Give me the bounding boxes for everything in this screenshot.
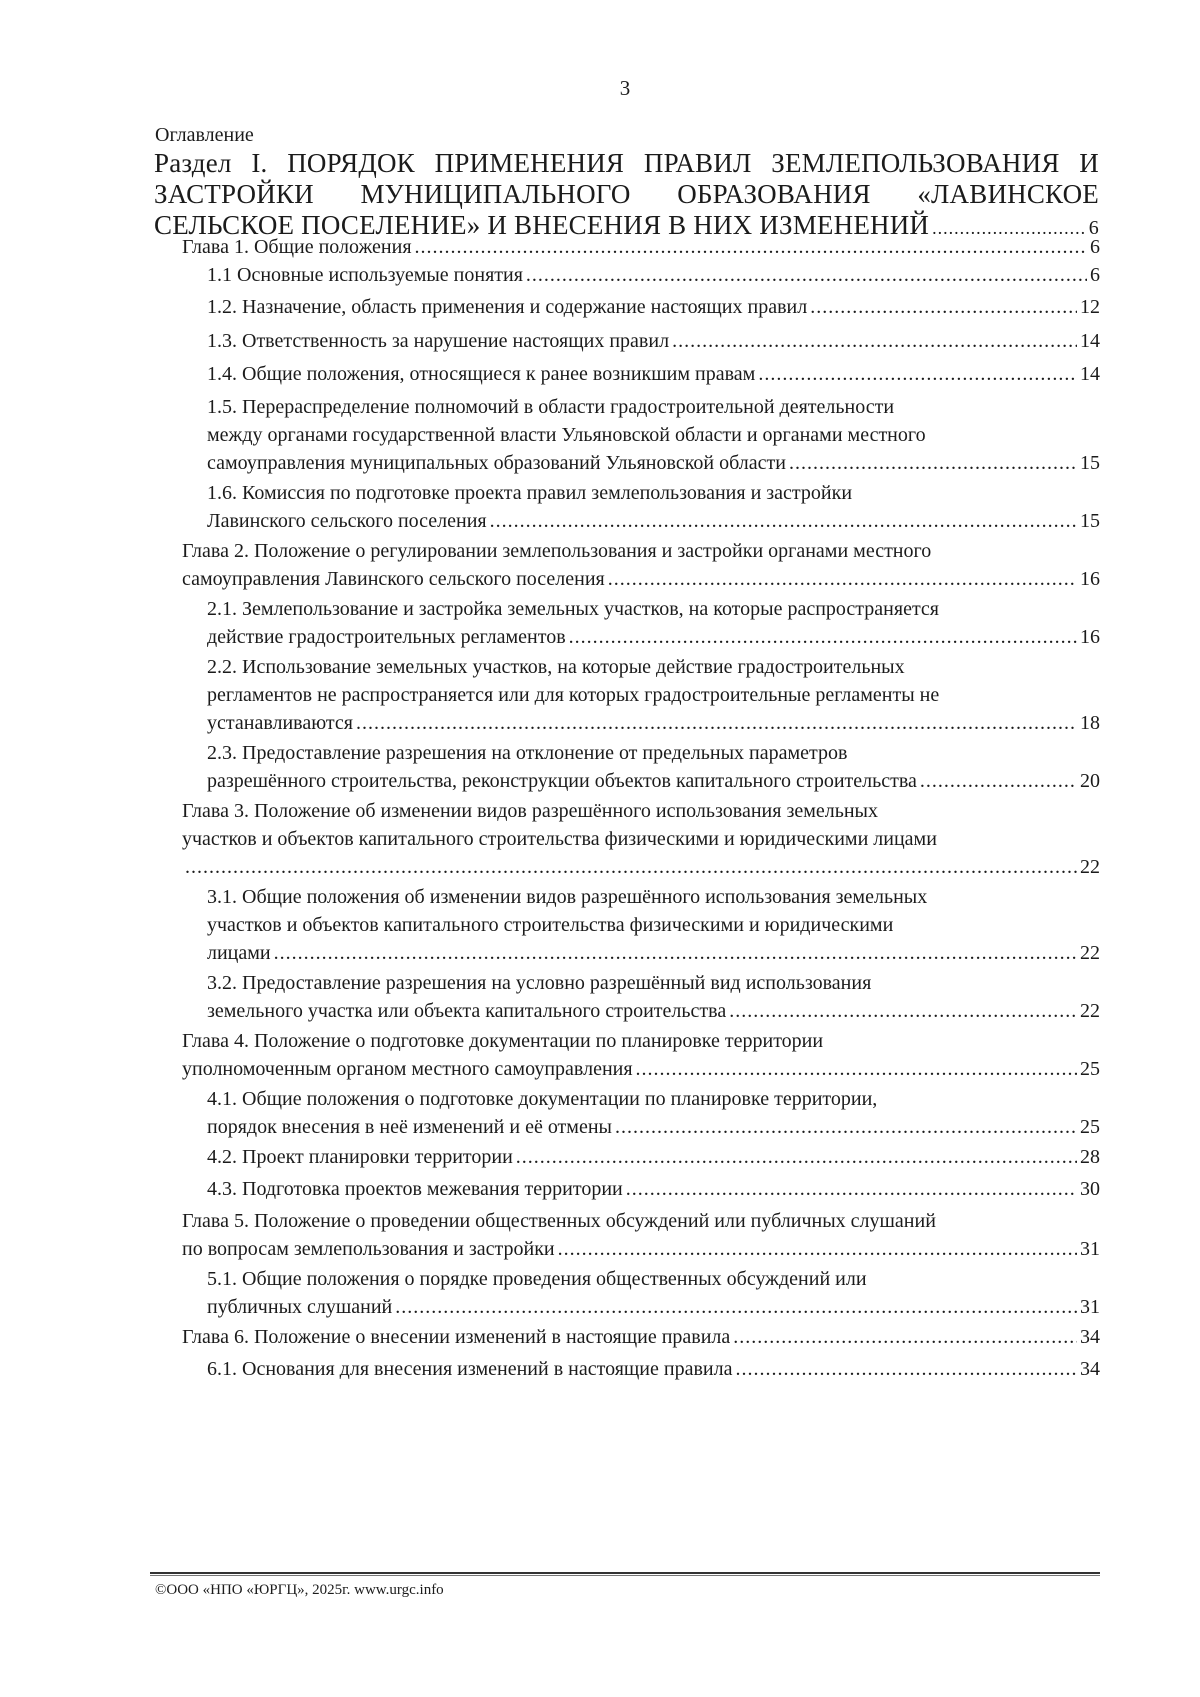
leader-dots [626,1175,1077,1203]
leader-dots [758,360,1077,388]
section-title-line: Раздел I. ПОРЯДОК ПРИМЕНЕНИЯ ПРАВИЛ ЗЕМЛЕПОЛЬЗОВАНИЯ И [154,148,1099,178]
toc-entry[interactable] [182,233,1100,261]
section-title-line: ЗАСТРОЙКИ МУНИЦИПАЛЬНОГО ОБРАЗОВАНИЯ «ЛАВИНСКОЕ [154,179,1099,209]
leader-dots [608,565,1077,593]
toc-entry-last-line [207,1293,1100,1321]
toc-entry-line: 4.3. Подготовка проектов межевания территории [207,1178,623,1200]
toc-page-number: 22 [1080,942,1100,964]
toc-entry-last-line [207,1175,1100,1203]
toc-entry[interactable] [207,293,1100,321]
toc-entry-line: участков и объектов капитального строительства физическими и юридическими лицами [182,828,937,850]
toc-page-number: 25 [1080,1058,1100,1080]
toc-page-number: 28 [1080,1146,1100,1168]
toc-entry-line: 3.1. Общие положения об изменении видов разрешённого использования земельных [207,886,928,908]
toc-entry-line: 3.2. Предоставление разрешения на условно разрешённый вид использования [207,972,872,994]
toc-page-number: 12 [1080,296,1100,318]
leader-dots [810,293,1077,321]
toc-entry-last-line [207,623,1100,651]
toc-entry-line: 6.1. Основания для внесения изменений в настоящие правила [207,1358,733,1380]
toc-page-number: 34 [1080,1358,1100,1380]
leader-dots [356,709,1077,737]
toc-entry-last-line [207,1355,1100,1383]
page-number: 3 [619,76,631,100]
toc-entry-last-line [207,449,1100,477]
toc-entry-last-line [182,853,1100,881]
section-page-number: 6 [1088,217,1099,239]
toc-entry[interactable] [207,653,1100,737]
toc-entry-line: Глава 2. Положение о регулировании землепользования и застройки органами местного [182,540,932,562]
toc-entry-last-line [207,709,1100,737]
toc-entry-last-line [207,507,1100,535]
toc-entry-line: 4.1. Общие положения о подготовке документации по планировке территории, [207,1088,878,1110]
toc-entry[interactable] [207,327,1100,355]
leader-dots [558,1235,1077,1263]
toc-entry-line: 1.6. Комиссия по подготовке проекта правил землепользования и застройки [207,482,853,504]
toc-entry-last-line [207,997,1100,1025]
toc-entry[interactable] [182,797,1100,881]
leader-dots [516,1143,1077,1171]
toc-entry[interactable] [207,1175,1100,1203]
toc-entry[interactable] [207,1085,1100,1141]
toc-entry[interactable] [182,1323,1100,1351]
toc-entry-line: разрешённого строительства, реконструкции объектов капитального строительства [207,770,917,792]
leader-dots [490,507,1077,535]
toc-page-number: 30 [1080,1178,1100,1200]
leader-dots [920,767,1077,795]
toc-entry-line: 2.2. Использование земельных участков, на которые действие градостроительных [207,656,905,678]
toc-entry-line: участков и объектов капитального строительства физическими и юридическими [207,914,894,936]
toc-entry[interactable] [182,1027,1100,1083]
toc-entry-last-line [182,1323,1100,1351]
toc-entry-last-line [182,565,1100,593]
toc-entry[interactable] [207,739,1100,795]
leader-dots [185,853,1077,881]
toc-entry-line: земельного участка или объекта капитального строительства [207,1000,727,1022]
toc-entry-last-line [207,293,1100,321]
toc-entry-line: регламентов не распространяется или для которых градостроительные регламенты не [207,684,940,706]
section-title-line: СЕЛЬСКОЕ ПОСЕЛЕНИЕ» И ВНЕСЕНИЯ В НИХ ИЗМЕНЕНИЙ [154,210,930,240]
toc-entry[interactable] [207,595,1100,651]
toc-page-number: 15 [1080,452,1100,474]
toc-page-number: 34 [1080,1326,1100,1348]
toc-entry-line: Глава 5. Положение о проведении общественных обсуждений или публичных слушаний [182,1210,936,1232]
leader-dots [615,1113,1077,1141]
toc-page-number: 31 [1080,1238,1100,1260]
toc-entry[interactable] [207,883,1100,967]
toc-entry-last-line [207,939,1100,967]
toc-entry[interactable] [207,1143,1100,1171]
toc-entry-line: 1.5. Перераспределение полномочий в области градостроительной деятельности [207,396,895,418]
toc-entry[interactable] [207,360,1100,388]
toc-entry-line: самоуправления Лавинского сельского поселения [182,568,605,590]
toc-entry-line: порядок внесения в неё изменений и её отмены [207,1116,612,1138]
toc-entry-line: устанавливаются [207,712,353,734]
toc-entry-last-line [207,327,1100,355]
toc-entry[interactable] [182,1207,1100,1263]
toc-page-number: 25 [1080,1116,1100,1138]
toc-page-number: 31 [1080,1296,1100,1318]
toc-entry-last-line [182,1055,1100,1083]
toc-page-number: 16 [1080,568,1100,590]
toc-entry-line: Глава 4. Положение о подготовке документации по планировке территории [182,1030,824,1052]
toc-entry[interactable] [207,261,1100,289]
leader-dots [415,233,1087,261]
toc-entry-line: самоуправления муниципальных образований Ульяновской области [207,452,786,474]
footer-text: ©ООО «НПО «ЮРГЦ», 2025г. www.urgc.info [155,1582,444,1598]
toc-entry-line: Глава 1. Общие положения [182,236,412,258]
leader-dots [274,939,1077,967]
leader-dots [735,1355,1077,1383]
toc-entry-line: по вопросам землепользования и застройки [182,1238,555,1260]
toc-entry-line: Глава 3. Положение об изменении видов разрешённого использования земельных [182,800,878,822]
toc-entry-line: действие градостроительных регламентов [207,626,566,648]
toc-page-number: 14 [1080,330,1100,352]
toc-entry[interactable] [182,537,1100,593]
toc-page-number: 15 [1080,510,1100,532]
toc-section-title[interactable] [154,148,1099,244]
footer-rule [150,1572,1100,1576]
toc-entry-line: публичных слушаний [207,1296,393,1318]
toc-entry-last-line [182,1235,1100,1263]
toc-entry-last-line [207,261,1100,289]
toc-entry[interactable] [207,393,1100,477]
leader-dots [395,1293,1077,1321]
toc-entry-line: лицами [207,942,271,964]
toc-entry[interactable] [207,479,1100,535]
leader-dots [672,327,1077,355]
toc-heading: Оглавление [155,124,254,146]
toc-entry-line: Глава 6. Положение о внесении изменений в настоящие правила [182,1326,731,1348]
toc-entry-line: 1.2. Назначение, область применения и содержание настоящих правил [207,296,808,318]
toc-page-number: 18 [1080,712,1100,734]
toc-entry[interactable] [207,1265,1100,1321]
toc-page-number: 22 [1080,856,1100,878]
toc-entry-last-line [207,1113,1100,1141]
toc-entry[interactable] [207,969,1100,1025]
toc-page-number: 20 [1080,770,1100,792]
toc-entry-last-line [207,1143,1100,1171]
toc-entry-line: 2.3. Предоставление разрешения на отклонение от предельных параметров [207,742,848,764]
toc-entry-line: 1.4. Общие положения, относящиеся к ранее возникшим правам [207,363,756,385]
toc-entry-line: 1.3. Ответственность за нарушение настоящих правил [207,330,670,352]
toc-page-number: 22 [1080,1000,1100,1022]
toc-entry-line: 4.2. Проект планировки территории [207,1146,513,1168]
toc-entry-line: между органами государственной власти Ульяновской области и органами местного [207,424,926,446]
toc-page-number: 6 [1090,236,1100,258]
toc-page-number: 6 [1090,264,1100,286]
leader-dots [729,997,1077,1025]
toc-entry-line: 5.1. Общие положения о порядке проведения общественных обсуждений или [207,1268,867,1290]
leader-dots [733,1323,1077,1351]
toc-entry-last-line [182,233,1100,261]
toc-entry-line: 2.1. Землепользование и застройка земельных участков, на которые распространяется [207,598,940,620]
toc-entry-last-line [207,767,1100,795]
toc-entry-line: 1.1 Основные используемые понятия [207,264,523,286]
leader-dots [569,623,1077,651]
toc-entry-line: уполномоченным органом местного самоуправления [182,1058,633,1080]
toc-entry-last-line [207,360,1100,388]
leader-dots [789,449,1077,477]
toc-entry[interactable] [207,1355,1100,1383]
toc-page-number: 16 [1080,626,1100,648]
toc-entry-line: Лавинского сельского поселения [207,510,487,532]
leader-dots [636,1055,1077,1083]
toc-page-number: 14 [1080,363,1100,385]
leader-dots [526,261,1087,289]
